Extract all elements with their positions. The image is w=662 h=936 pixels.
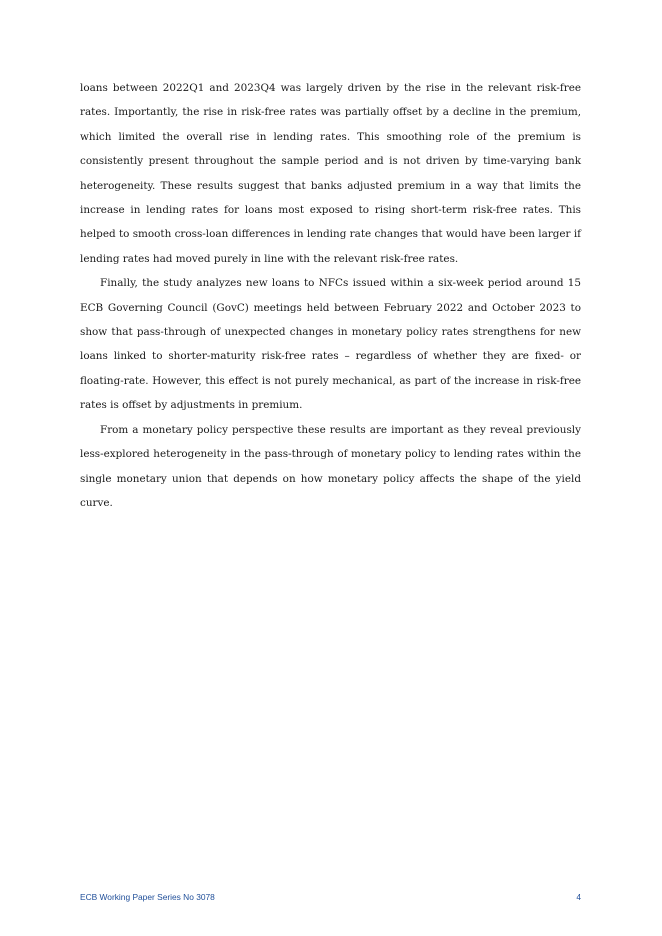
paragraph-continued: loans between 2022Q1 and 2023Q4 was largely driven by the rise in the relevant risk-free rates. Importantly, the rise in risk-free rates was partially offset by a decline in the premium, which limited the overall rise in lending rates. This smoothing role of the premium is consistently present throughout the sample period and is not driven by time-varying bank heterogeneity. These results suggest that banks adjusted premium in a way that limits the increase in lending rates for loans most exposed to rising short-term risk-free rates. This helped to smooth cross-loan differences in lending rate changes that would have been larger if lending rates had moved purely in line with the relevant risk-free rates. — [80, 82, 581, 265]
footer-series-title: ECB Working Paper Series No 3078 — [80, 892, 215, 902]
body-text — [80, 76, 581, 515]
paragraph-study-analysis: Finally, the study analyzes new loans to NFCs issued within a six-week period around 15 ECB Governing Council (GovC) meetings held between February 2022 and October 2023 to show that pass-through of unexpected changes in monetary policy rates strengthens for new loans linked to shorter-maturity risk-free rates – regardless of whether they are fixed- or floating-rate. However, this effect is not purely mechanical, as part of the increase in risk-free rates is offset by adjustments in premium. — [80, 277, 581, 412]
page-footer — [80, 892, 581, 906]
paragraph-policy-perspective: From a monetary policy perspective these results are important as they reveal previously less-explored heterogeneity in the pass-through of monetary policy to lending rates within the single monetary union that depends on how monetary policy affects the shape of the yield curve. — [80, 423, 581, 509]
footer-page-number: 4 — [576, 892, 581, 902]
